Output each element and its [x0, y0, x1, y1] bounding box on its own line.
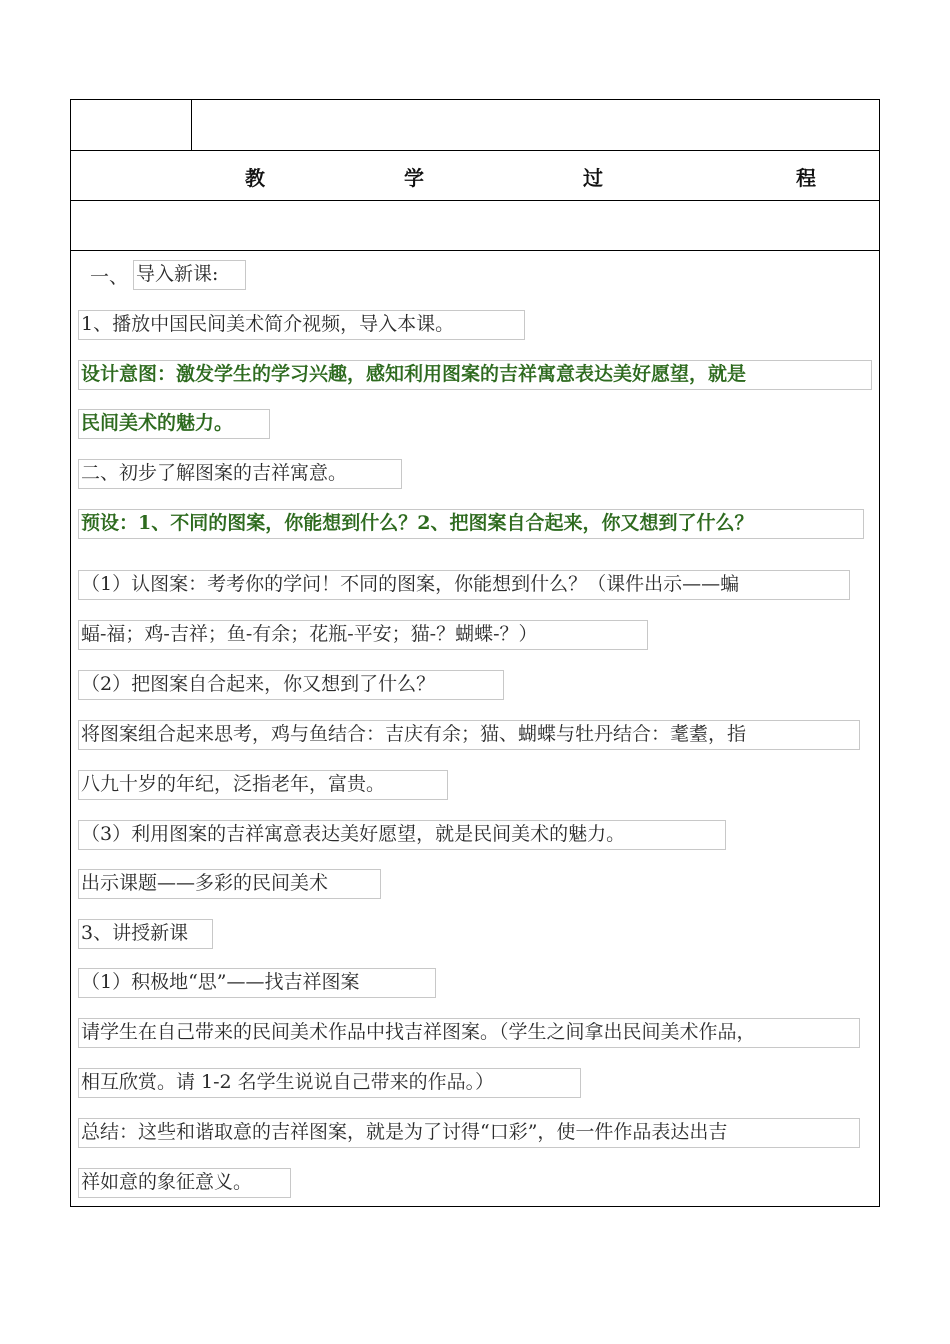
title-char: 过	[583, 166, 603, 190]
text-line: （1）认图案：考考你的学问！不同的图案，你能想到什么？（课件出示——蝙	[78, 570, 850, 600]
text-line: 八九十岁的年纪，泛指老年，富贵。	[78, 770, 448, 800]
text-line: 蝠-福；鸡-吉祥；鱼-有余；花瓶-平安；猫-？蝴蝶-？）	[78, 620, 648, 650]
text-line: 将图案组合起来思考，鸡与鱼结合：吉庆有余；猫、蝴蝶与牡丹结合：耄耋，指	[78, 720, 860, 750]
title-char: 学	[404, 166, 424, 190]
text-line: 请学生在自己带来的民间美术作品中找吉祥图案。（学生之间拿出民间美术作品，	[78, 1018, 860, 1048]
row-divider	[71, 200, 879, 201]
text-line: 出示课题——多彩的民间美术	[78, 869, 381, 899]
row-divider	[71, 250, 879, 251]
design-intent-line: 设计意图：激发学生的学习兴趣，感知利用图案的吉祥寓意表达美好愿望，就是	[78, 360, 872, 390]
section-title	[71, 150, 879, 200]
title-char: 程	[796, 166, 816, 190]
text-line: （2）把图案自合起来，你又想到了什么？	[78, 670, 504, 700]
text-line: 导入新课:	[133, 260, 246, 290]
text-line: 3、讲授新课	[78, 919, 213, 949]
text-line: 总结：这些和谐取意的吉祥图案，就是为了讨得“口彩”，使一件作品表达出吉	[78, 1118, 860, 1148]
text-line: 相互欣赏。请 1-2 名学生说说自己带来的作品。）	[78, 1068, 581, 1098]
text-line: 1、播放中国民间美术简介视频，导入本课。	[78, 310, 525, 340]
column-divider	[191, 100, 192, 150]
design-intent-line: 民间美术的魅力。	[78, 409, 270, 439]
title-char: 教	[245, 166, 265, 190]
text-line: 二、初步了解图案的吉祥寓意。	[78, 459, 402, 489]
preset-line: 预设：1、不同的图案，你能想到什么？2、把图案自合起来，你又想到了什么？	[78, 509, 864, 539]
section-number: 一、	[90, 266, 129, 288]
text-line: 祥如意的象征意义。	[78, 1168, 291, 1198]
text-line: （1）积极地“思”——找吉祥图案	[78, 968, 436, 998]
text-line: （3）利用图案的吉祥寓意表达美好愿望，就是民间美术的魅力。	[78, 820, 726, 850]
